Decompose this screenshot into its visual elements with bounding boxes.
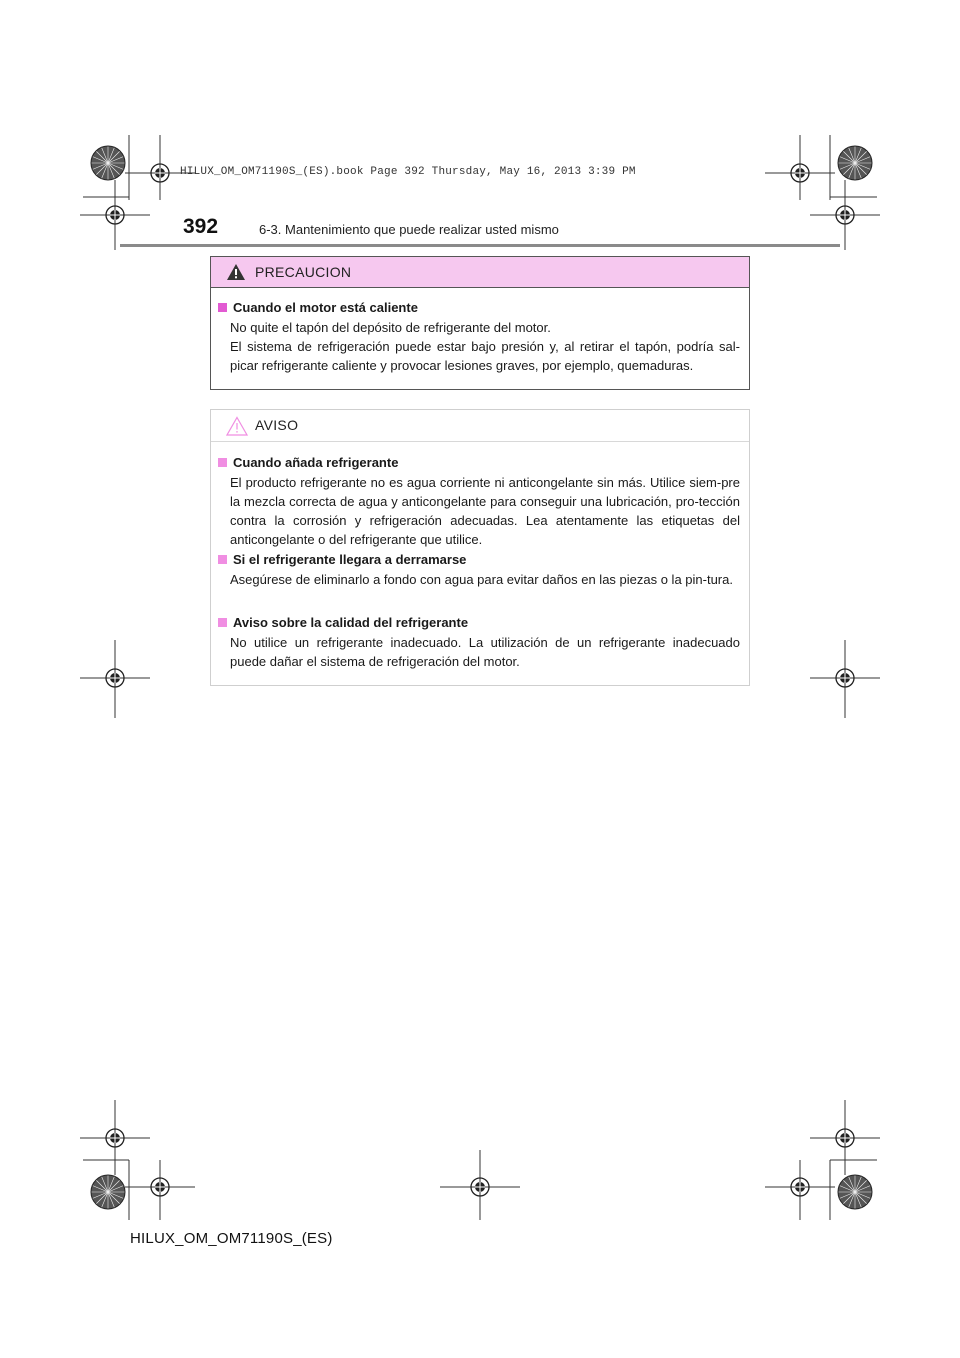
section-title: 6-3. Mantenimiento que puede realizar usted mismo xyxy=(259,222,559,237)
caution-label: PRECAUCION xyxy=(255,264,352,280)
notice-item xyxy=(218,550,740,589)
manual-code: HILUX_OM_OM71190S_(ES) xyxy=(130,1230,333,1247)
square-bullet-icon xyxy=(218,303,227,312)
warning-triangle-filled-icon xyxy=(226,263,246,286)
square-bullet-icon xyxy=(218,555,227,564)
notice-item-body: El producto refrigerante no es agua corriente ni anticongelante sin más. Utilice siem-pre la mezcla correcta de agua y anticongelante para conseguir una lubricación, pro-tección contra la corrosión y refrigeración adecuadas. Lea atentamente las etiquetas del anticongelante o del refrigerante que utilice. xyxy=(230,475,740,547)
print-info-line: HILUX_OM_OM71190S_(ES).book Page 392 Thursday, May 16, 2013 3:39 PM xyxy=(180,166,636,178)
header-rule xyxy=(120,244,840,247)
square-bullet-icon xyxy=(218,618,227,627)
notice-item-title: Cuando añada refrigerante xyxy=(233,455,399,470)
caution-item-line: El sistema de refrigeración puede estar bajo presión y, al retirar el tapón, podría sal-picar refrigerante caliente y provocar lesiones graves, por ejemplo, quemaduras. xyxy=(230,339,740,373)
warning-triangle-outline-icon xyxy=(226,416,248,441)
notice-item xyxy=(218,453,740,549)
caution-item xyxy=(218,298,740,375)
notice-item-title: Si el refrigerante llegara a derramarse xyxy=(233,552,467,567)
notice-box xyxy=(210,409,750,686)
notice-header xyxy=(211,410,749,442)
notice-label: AVISO xyxy=(255,417,299,433)
caution-item-body xyxy=(218,318,740,375)
square-bullet-icon xyxy=(218,458,227,467)
caution-item-line: No quite el tapón del depósito de refrigerante del motor. xyxy=(230,320,551,335)
notice-item-body: Asegúrese de eliminarlo a fondo con agua para evitar daños en las piezas o la pin-tura. xyxy=(230,572,733,587)
notice-item xyxy=(218,613,740,671)
notice-item-title: Aviso sobre la calidad del refrigerante xyxy=(233,615,469,630)
page-number: 392 xyxy=(183,215,219,238)
caution-box xyxy=(210,256,750,390)
caution-item-title: Cuando el motor está caliente xyxy=(233,300,418,315)
notice-item-body: No utilice un refrigerante inadecuado. La utilización de un refrigerante inadecuado puede dañar el sistema de refrigeración del motor. xyxy=(230,635,740,669)
caution-header xyxy=(211,257,749,288)
